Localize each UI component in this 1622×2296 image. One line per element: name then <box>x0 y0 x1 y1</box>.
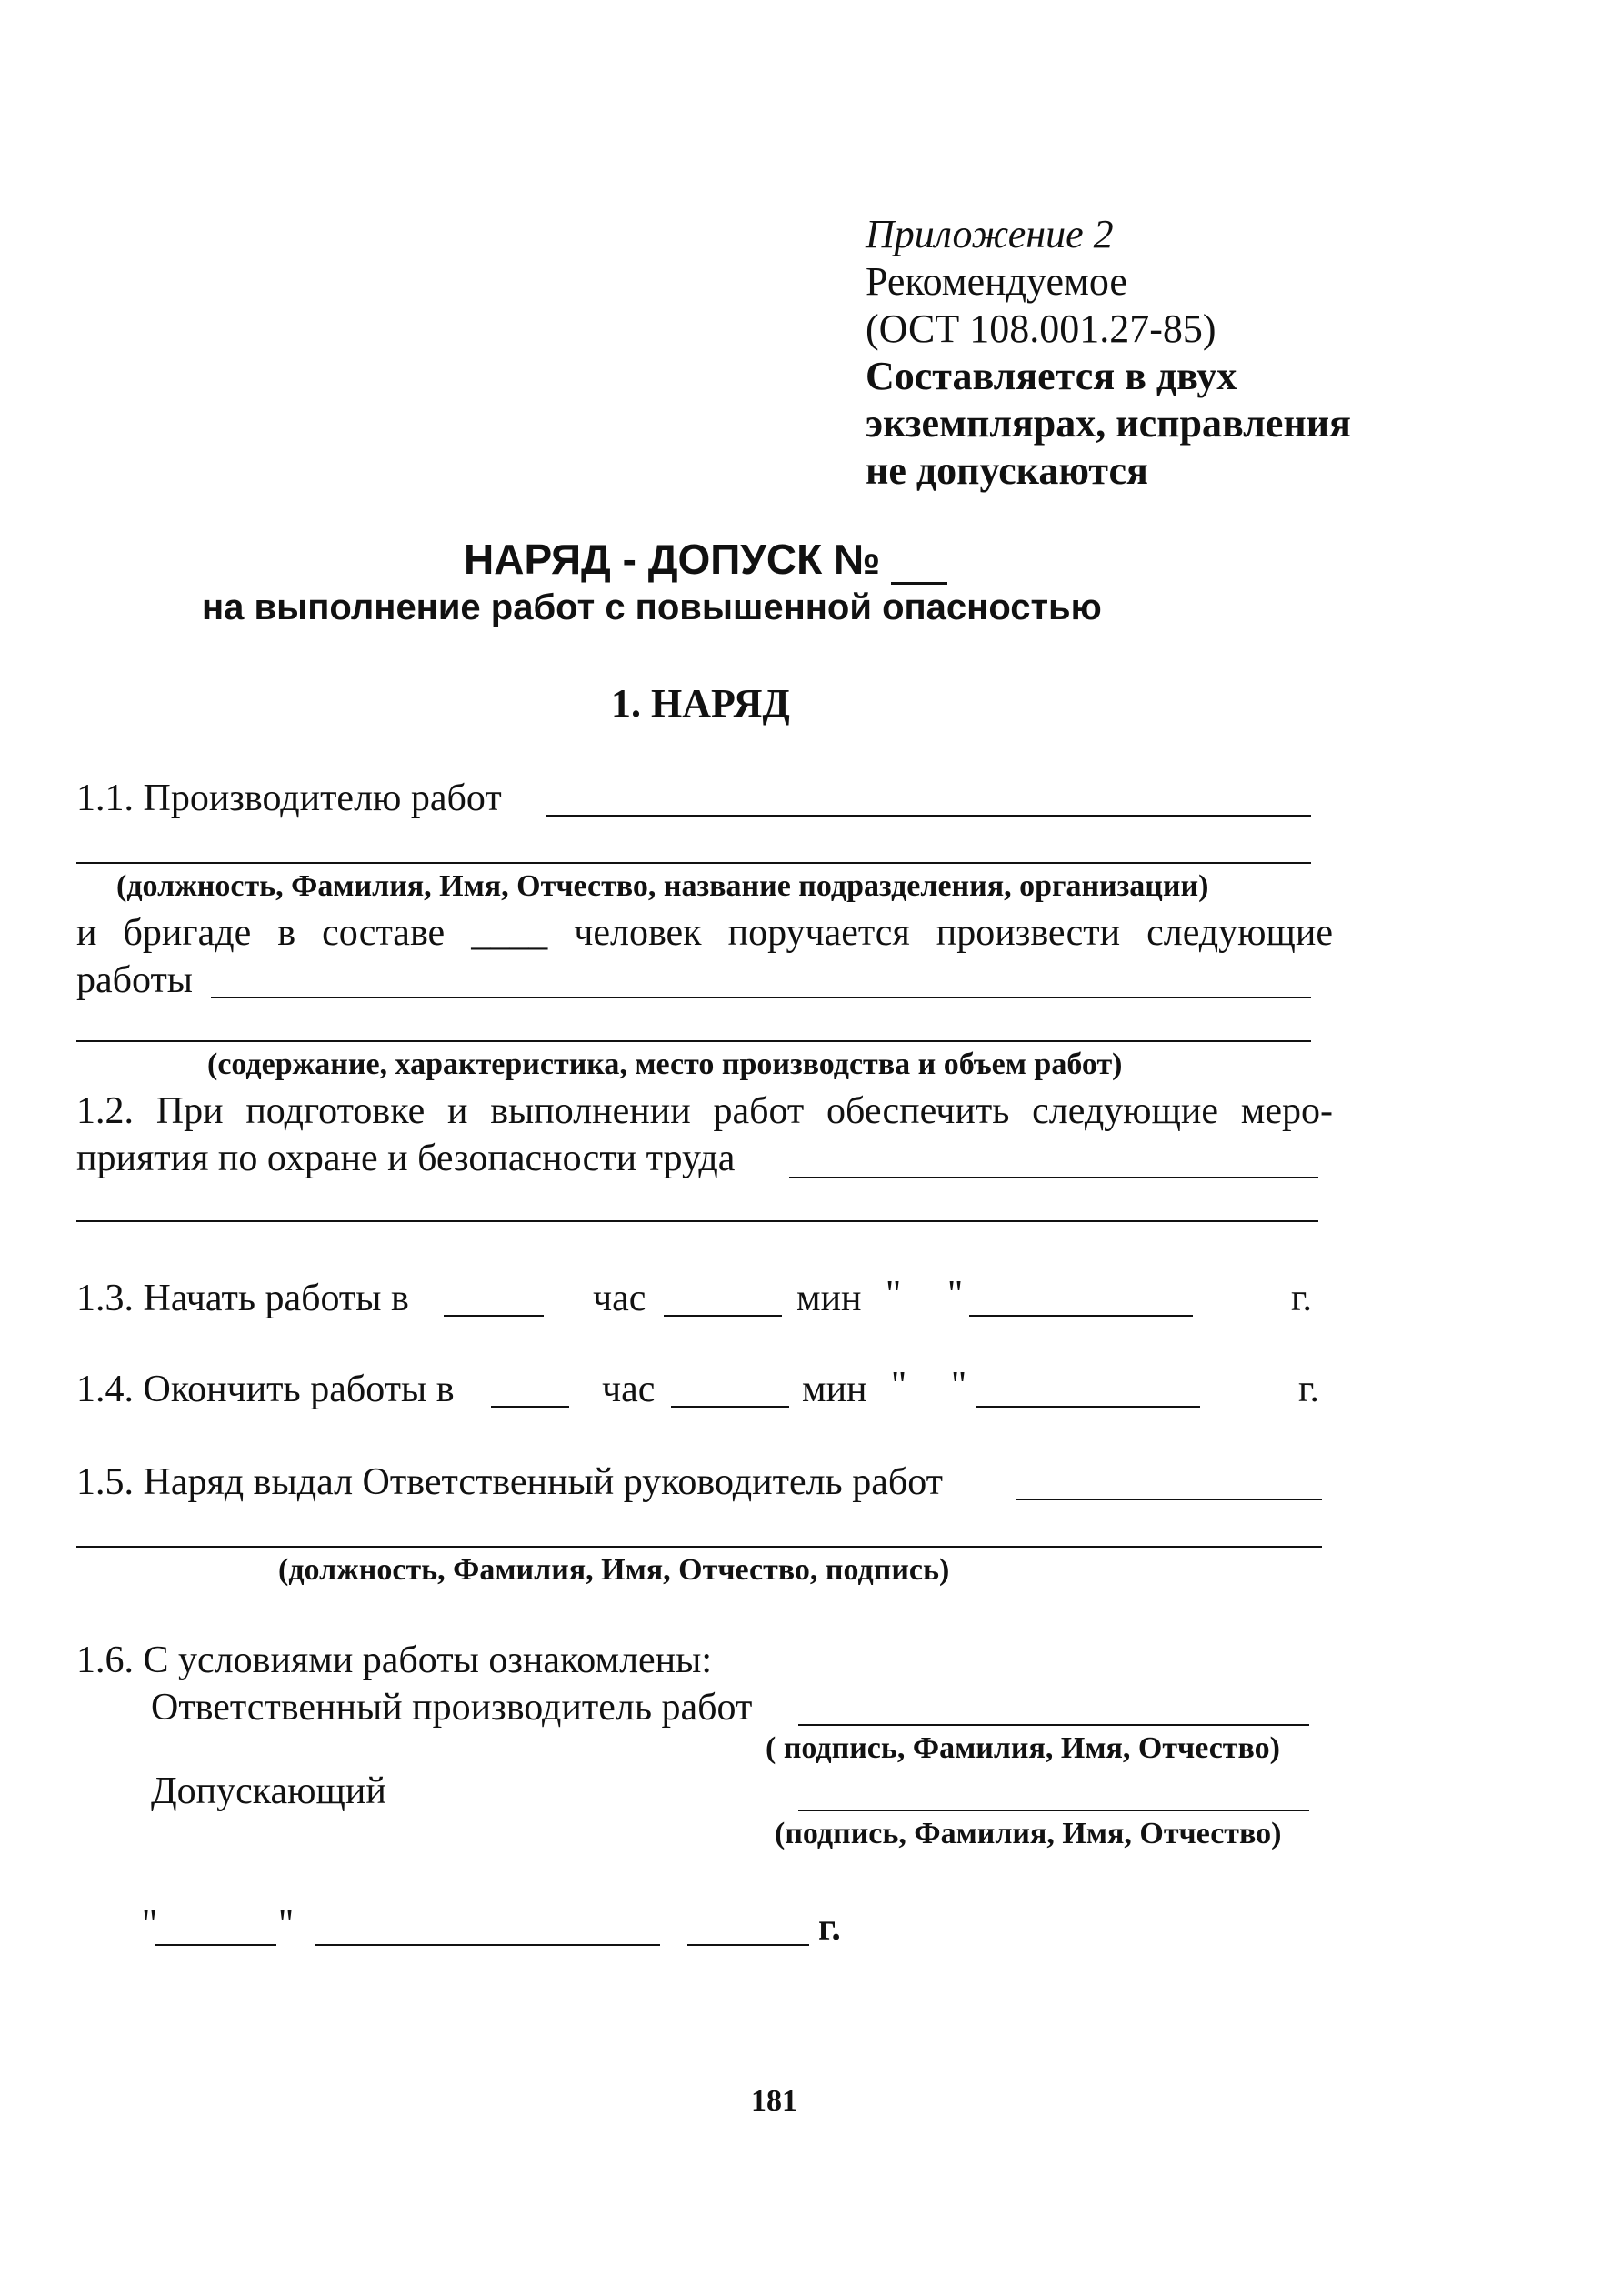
issuer-field[interactable] <box>1016 1499 1322 1500</box>
start-minute-label: мин <box>796 1278 862 1319</box>
issuer-field-line-2[interactable] <box>76 1546 1322 1548</box>
appendix-note-1: Составляется в двух <box>866 354 1237 398</box>
date-year-field[interactable] <box>687 1944 809 1946</box>
appendix-standard: (ОСТ 108.001.27-85) <box>866 306 1216 351</box>
appendix-note-3: не допускаются <box>866 448 1148 493</box>
works-field-line-2[interactable] <box>76 1040 1311 1042</box>
page-number: 181 <box>751 2084 797 2118</box>
appendix-recommended: Рекомендуемое <box>866 259 1127 304</box>
end-day-quote-open: " <box>891 1365 907 1407</box>
responsible-producer-caption: ( подпись, Фамилия, Имя, Отчество) <box>766 1731 1280 1765</box>
issuer-caption: (должность, Фамилия, Имя, Отчество, подпись) <box>278 1553 950 1587</box>
start-minute-field[interactable] <box>664 1315 782 1317</box>
document-title: НАРЯД - ДОПУСК № <box>464 536 881 583</box>
end-date-field[interactable] <box>976 1406 1200 1408</box>
item-1-3-label: 1.3. Начать работы в <box>76 1278 409 1319</box>
end-minute-field[interactable] <box>671 1406 789 1408</box>
safety-measures-field[interactable] <box>789 1177 1318 1178</box>
safety-measures-field-line-2[interactable] <box>76 1220 1318 1222</box>
producer-field[interactable] <box>546 815 1311 817</box>
section-heading: 1. НАРЯД <box>611 681 790 726</box>
item-1-4-label: 1.4. Окончить работы в <box>76 1369 455 1410</box>
document-subtitle: на выполнение работ с повышенной опасностью <box>202 587 1102 627</box>
item-1-2-line-2: приятия по охране и безопасности труда <box>76 1138 736 1179</box>
item-1-2-line-1: 1.2. При подготовке и выполнении работ обеспечить следующие меро- <box>76 1090 1333 1132</box>
admitting-field[interactable] <box>798 1810 1309 1811</box>
item-1-6-label: 1.6. С условиями работы ознакомлены: <box>76 1639 713 1681</box>
appendix-number: Приложение 2 <box>866 212 1114 256</box>
item-1-5-label: 1.5. Наряд выдал Ответственный руководитель работ <box>76 1461 944 1503</box>
date-month-field[interactable] <box>315 1944 660 1946</box>
brigade-line: и бригаде в составе ____ человек поручается произвести следующие <box>76 912 1333 954</box>
date-year-label: г. <box>818 1907 841 1949</box>
date-quote-open: " <box>142 1903 158 1945</box>
start-day-quote-open: " <box>886 1274 902 1316</box>
responsible-producer-field[interactable] <box>798 1724 1309 1726</box>
producer-field-line-2[interactable] <box>76 862 1311 864</box>
appendix-note-2: экземплярах, исправления <box>866 401 1351 446</box>
start-day-quote-close: " <box>947 1274 964 1316</box>
start-hour-field[interactable] <box>444 1315 544 1317</box>
end-minute-label: мин <box>802 1369 867 1410</box>
start-year-label: г. <box>1291 1278 1312 1319</box>
end-hour-field[interactable] <box>491 1406 569 1408</box>
title-number-blank <box>891 582 947 585</box>
end-year-label: г. <box>1298 1369 1319 1410</box>
works-field[interactable] <box>211 997 1311 998</box>
start-hour-label: час <box>593 1278 646 1319</box>
works-caption: (содержание, характеристика, место производства и объем работ) <box>207 1048 1123 1081</box>
end-hour-label: час <box>602 1369 656 1410</box>
date-quote-close: " <box>278 1903 295 1945</box>
date-day-field[interactable] <box>155 1944 276 1946</box>
item-1-1-label: 1.1. Производителю работ <box>76 777 502 819</box>
responsible-producer-label: Ответственный производитель работ <box>151 1687 753 1729</box>
start-date-field[interactable] <box>969 1315 1193 1317</box>
works-label: работы <box>76 959 194 1001</box>
admitting-caption: (подпись, Фамилия, Имя, Отчество) <box>775 1817 1282 1850</box>
admitting-label: Допускающий <box>151 1770 386 1812</box>
producer-caption: (должность, Фамилия, Имя, Отчество, название подразделения, организации) <box>116 869 1209 903</box>
end-day-quote-close: " <box>951 1365 967 1407</box>
